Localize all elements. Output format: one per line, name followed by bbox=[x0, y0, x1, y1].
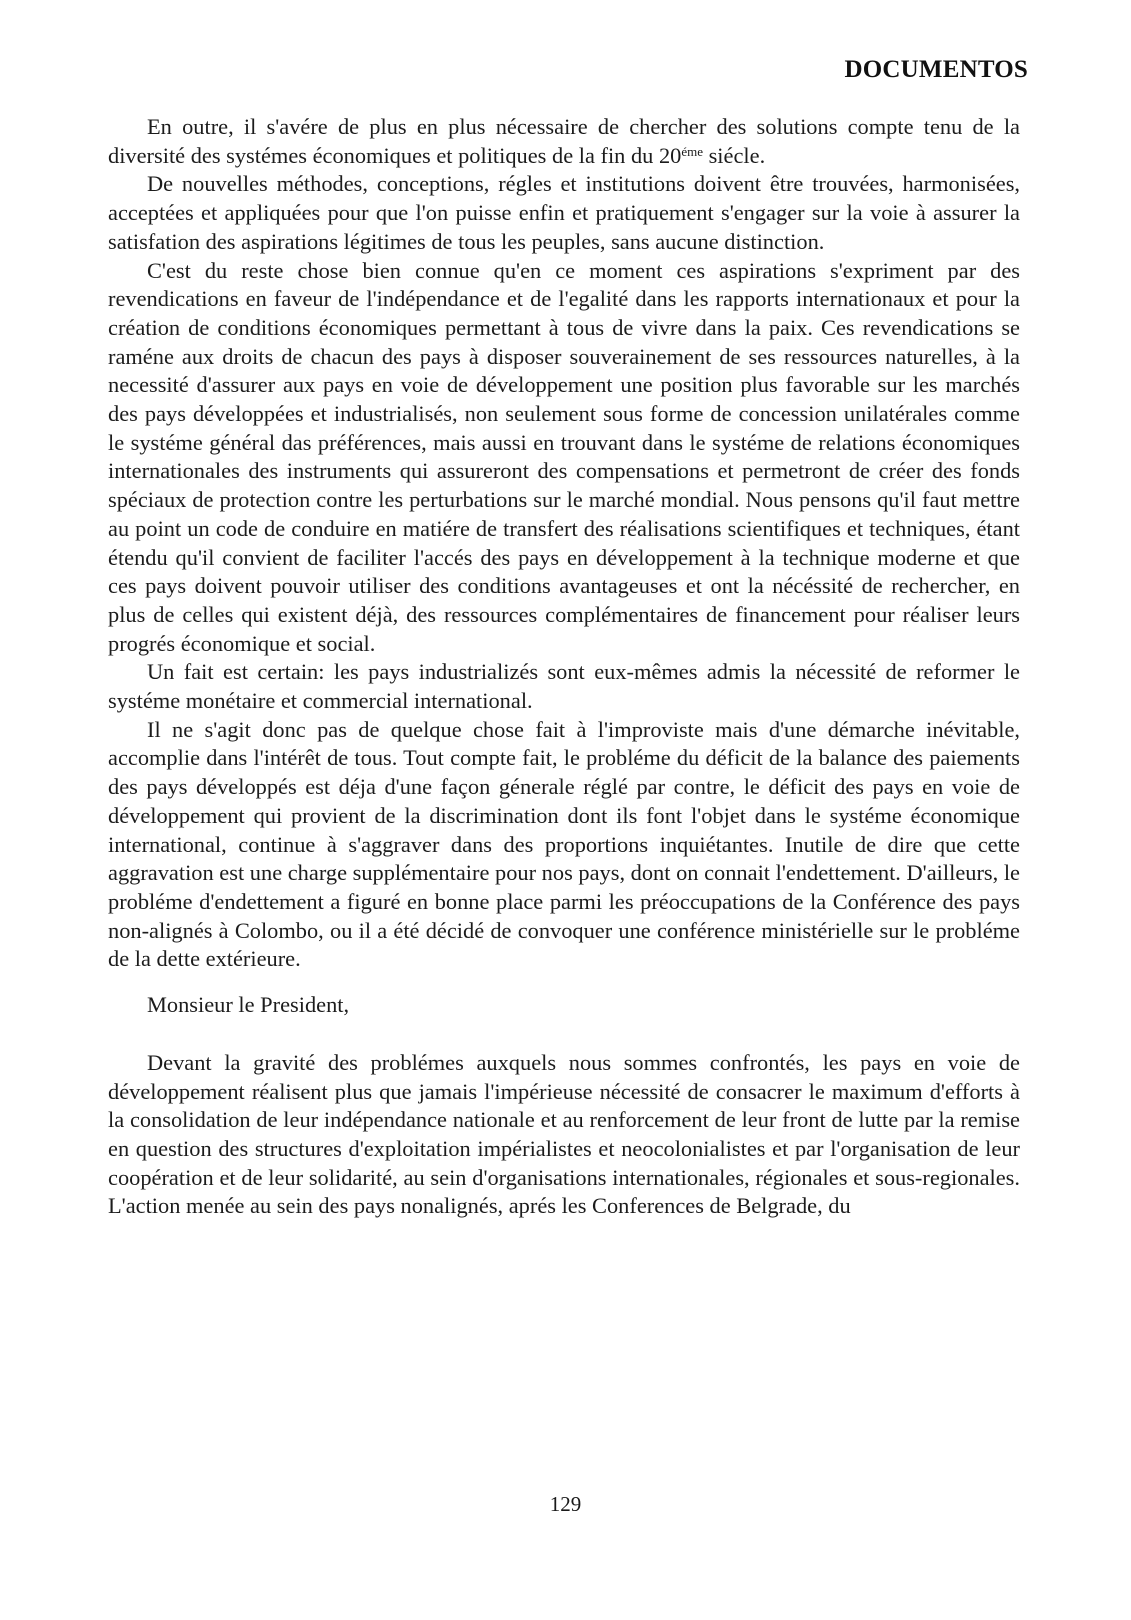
paragraph-1 bbox=[108, 113, 1020, 170]
running-head: DOCUMENTOS bbox=[844, 56, 1028, 83]
body-text bbox=[108, 113, 1020, 1221]
salutation: Monsieur le President, bbox=[147, 992, 350, 1018]
paragraph-6: Devant la gravité des problémes auxquels nous sommes confrontés, les pays en voie de développement réalisent plus que jamais l'impérieuse nécessité de consacrer le maximum d'efforts à la consolidation de leur indépendance nationale et au renforcement de leur front de lutte par la remise en question des structures d'exploitation impérialistes et neocolonialistes et par l'organisation de leur coopération et de leur solidarité, au sein d'organisations internationales, régionales et sous-regionales. L'action menée au sein des pays nonalignés, aprés les Conferences de Belgrade, du bbox=[108, 1049, 1020, 1219]
paragraph-1-text: En outre, il s'avére de plus en plus nécessaire de chercher des solutions compte tenu de la diversité des systémes économiques et politiques de la fin du 20 bbox=[108, 114, 1020, 168]
page-number: 129 bbox=[549, 1492, 582, 1516]
ordinal-superscript: éme bbox=[681, 143, 703, 159]
paragraph-4: Un fait est certain: les pays industrializés sont eux-mêmes admis la nécessité de reformer le systéme monétaire et commercial international. bbox=[108, 659, 1020, 714]
paragraph-1-end: siécle. bbox=[703, 142, 766, 168]
paragraph-2: De nouvelles méthodes, conceptions, régles et institutions doivent être trouvées, harmonisées, acceptées et appliquées pour que l'on puisse enfin et pratiquement s'engager sur la voie à assurer la satisfation des aspirations légitimes de tous les peuples, sans aucune distinction. bbox=[108, 171, 1020, 254]
paragraph-3: C'est du reste chose bien connue qu'en ce moment ces aspirations s'expriment par des revendications en faveur de l'indépendance et de l'egalité dans les rapports internationaux et pour la création de conditions économiques permettant à tous de vivre dans la paix. Ces revendications se raméne aux droits de chacun des pays à disposer souverainement de ses ressources naturelles, à la necessité d'assurer aux pays en voie de développement une position plus favorable sur les marchés des pays développées et industrialisés, non seulement sous forme de concession unilatérales comme le systéme général das préférences, mais aussi en trouvant dans le systéme de relations économiques internationales des instruments qui assureront des compensations et permetront de créer des fonds spéciaux de protection contre les perturbations sur le marché mondial. Nous pensons qu'il faut mettre au point un code de conduire en matiére de transfert des réalisations scientifiques et techniques, étant étendu qu'il convient de faciliter l'accés des pays en développement à la technique moderne et que ces pays doivent pouvoir utiliser des conditions avantageuses et ont la nécéssité de rechercher, en plus de celles qui existent déjà, des ressources complémentaires de financement pour réaliser leurs progrés économique et social. bbox=[108, 257, 1020, 656]
paragraph-5: Il ne s'agit donc pas de quelque chose fait à l'improviste mais d'une démarche inévitable, accomplie dans l'intérêt de tous. Tout compte fait, le probléme du déficit de la balance des paiements des pays développés est déja d'une façon génerale réglé par contre, le déficit des pays en voie de développement qui provient de la discrimination dont ils font l'objet dans le systéme économique international, continue à s'aggraver dans des proportions inquiétantes. Inutile de dire que cette aggravation est une charge supplémentaire pour nos pays, dont on connait l'endettement. D'ailleurs, le probléme d'endettement a figuré en bonne place parmi les préoccupations de la Conférence des pays non-alignés à Colombo, ou il a été décidé de convoquer une conférence ministérielle sur le probléme de la dette extérieure. bbox=[108, 716, 1020, 972]
